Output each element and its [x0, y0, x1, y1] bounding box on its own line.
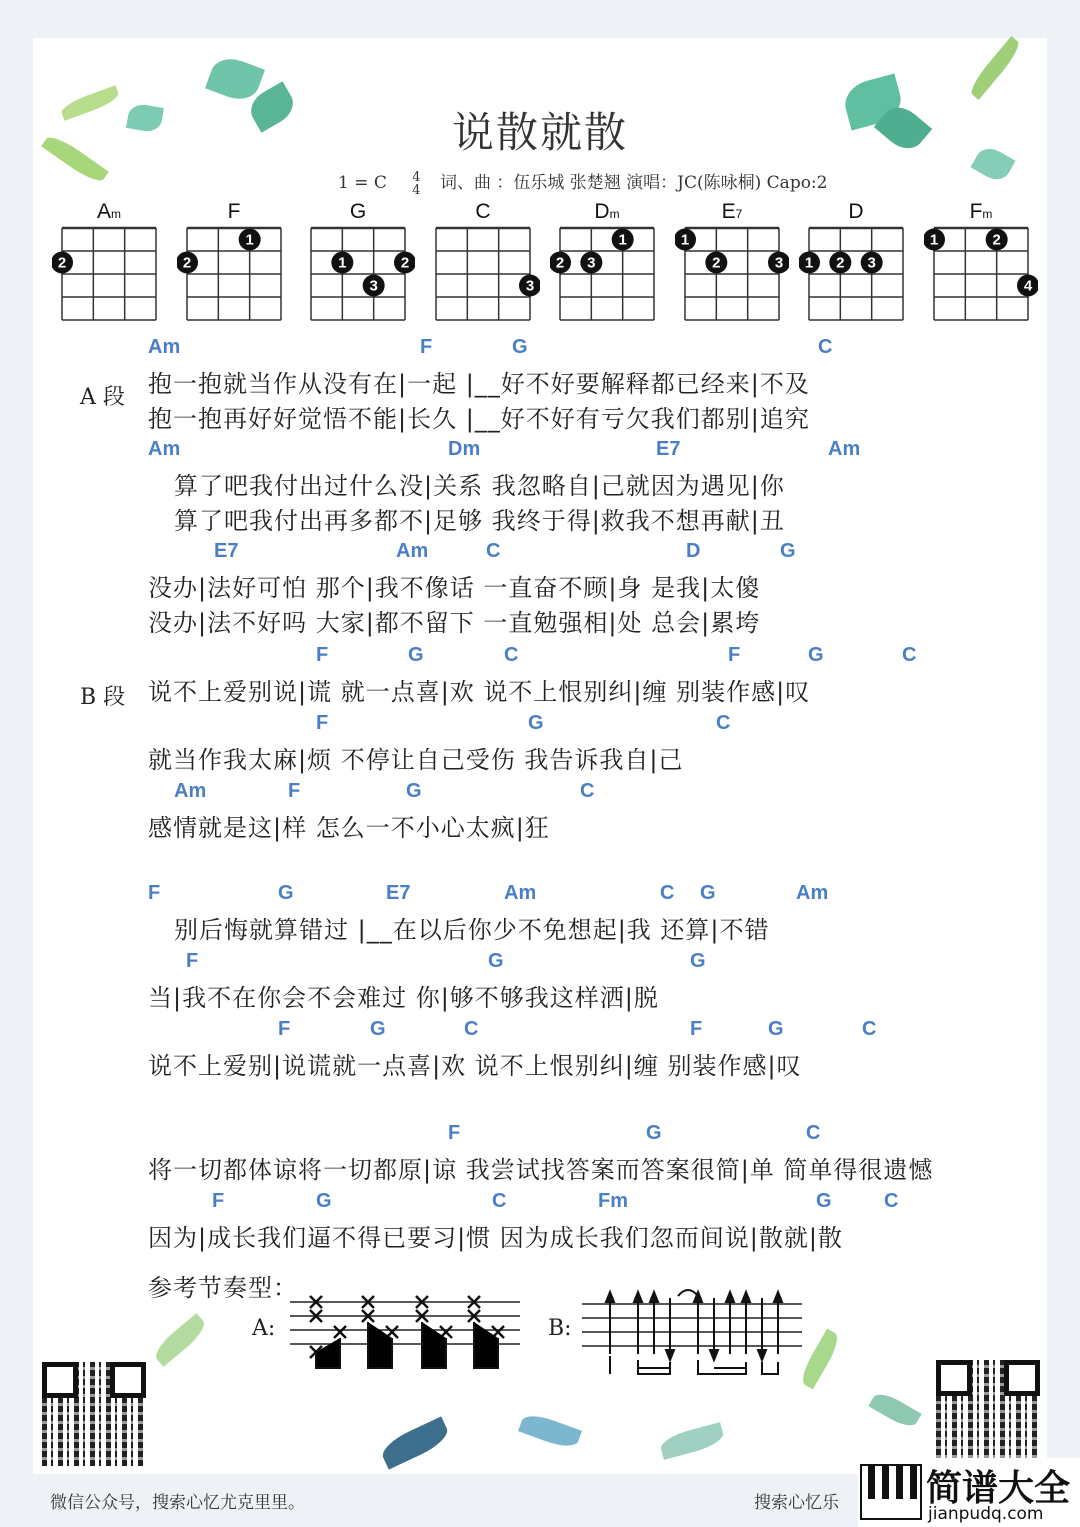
chord-label: F [728, 644, 741, 666]
chord-diagram [799, 226, 913, 326]
chord-label: C [806, 1122, 821, 1144]
piano-keys-icon [860, 1464, 922, 1520]
finger-number: 3 [867, 254, 876, 272]
rhythm-title: 参考节奏型： [148, 1274, 298, 1302]
song-info [338, 168, 827, 197]
chord-label: Am [504, 882, 537, 904]
finger-number: 3 [587, 254, 596, 272]
chord-diagram [52, 226, 166, 326]
chord-label: F [278, 1018, 291, 1040]
rhythm-b-label: B: [548, 1316, 572, 1341]
chord-label: F [148, 882, 161, 904]
rhythm-b-pattern [582, 1282, 812, 1382]
rhythm-a-pattern [290, 1292, 530, 1382]
chord-label: F [448, 1122, 461, 1144]
chord-label: C [862, 1018, 877, 1040]
chord-name: Am [96, 200, 121, 223]
chord-label: F [420, 336, 433, 358]
chord-label: Am [174, 780, 207, 802]
chord-label: G [646, 1122, 662, 1144]
chord-label: G [408, 644, 424, 666]
lyric-line: 算了吧我付出过什么没|关系 我忽略自|己就因为遇见|你 [174, 472, 785, 500]
chord-label: E7 [386, 882, 411, 904]
lyric-line: 抱一抱就当作从没有在|一起 |__好不好要解释都已经来|不及 [148, 370, 810, 398]
footer-right-text: 搜索心忆乐 [754, 1493, 839, 1513]
lyric-line: 抱一抱再好好觉悟不能|长久 |__好不好有亏欠我们都别|追究 [148, 405, 810, 433]
chord-label: E7 [214, 540, 239, 562]
finger-number: 2 [57, 254, 67, 272]
chord-name: E7 [721, 200, 743, 223]
finger-number: 1 [245, 231, 254, 249]
footer-left-text: 微信公众号，搜索心忆尤克里里。 [50, 1493, 305, 1513]
finger-number: 1 [338, 254, 347, 272]
chord-label: G [780, 540, 796, 562]
chord-label: G [816, 1190, 832, 1212]
chord-diagram [924, 226, 1038, 326]
chord-label: G [700, 882, 716, 904]
chord-label: C [818, 336, 833, 358]
lyric-line: 别后悔就算错过 |__在以后你少不免想起|我 还算|不错 [174, 916, 770, 944]
finger-number: 1 [804, 254, 814, 272]
finger-number: 4 [1023, 277, 1033, 295]
chord-label: F [186, 950, 199, 972]
brand-name: 简谱大全 [926, 1468, 1071, 1509]
chord-label: C [504, 644, 519, 666]
chord-name: F [227, 200, 241, 223]
chord-label: G [528, 712, 544, 734]
time-signature: 4 4 [412, 169, 421, 198]
chord-diagram [550, 226, 664, 326]
qr-code-left [42, 1362, 146, 1466]
chord-label: G [406, 780, 422, 802]
finger-number: 2 [836, 254, 845, 272]
lyric-line: 当|我不在你会不会难过 你|够不够我这样洒|脱 [148, 984, 659, 1012]
chord-label: G [808, 644, 824, 666]
section-b-label: B 段 [80, 685, 126, 710]
lyric-line: 说不上爱别|说谎就一点喜|欢 说不上恨别纠|缠 别装作感|叹 [148, 1052, 802, 1080]
chord-diagram [426, 226, 540, 326]
finger-number: 2 [400, 254, 410, 272]
chord-name: C [475, 200, 491, 223]
lyric-line: 说不上爱别说|谎 就一点喜|欢 说不上恨别纠|缠 别装作感|叹 [148, 678, 811, 706]
finger-number: 2 [555, 254, 565, 272]
chord-name: D [848, 200, 864, 223]
chord-label: C [884, 1190, 899, 1212]
lyric-line: 因为|成长我们逼不得已要习|惯 因为成长我们忽而间说|散就|散 [148, 1224, 843, 1252]
chord-label: C [902, 644, 917, 666]
song-title: 说散就散 [451, 108, 628, 157]
finger-number: 3 [369, 277, 378, 295]
chord-label: C [464, 1018, 479, 1040]
finger-number: 3 [525, 277, 535, 295]
lyric-line: 算了吧我付出再多都不|足够 我终于得|救我不想再献|丑 [174, 507, 785, 535]
rhythm-a-label: A: [252, 1316, 276, 1341]
chord-label: Am [148, 336, 181, 358]
chord-label: G [768, 1018, 784, 1040]
chord-diagram [301, 226, 415, 326]
brand-url: jianpudq.com [928, 1504, 1044, 1524]
lyric-line: 就当作我太麻|烦 不停让自己受伤 我告诉我自|己 [148, 746, 684, 774]
chord-label: F [690, 1018, 703, 1040]
chord-label: F [288, 780, 301, 802]
chord-diagram [177, 226, 291, 326]
chord-label: Dm [448, 438, 481, 460]
chord-label: G [488, 950, 504, 972]
chord-name: Dm [594, 200, 620, 223]
chord-label: G [690, 950, 706, 972]
lyric-line: 将一切都体谅将一切都原|谅 我尝试找答案而答案很简|单 简单得很遗憾 [148, 1156, 934, 1184]
finger-number: 1 [929, 231, 939, 249]
chord-label: D [686, 540, 701, 562]
credits: 词、曲 ：伍乐城 张楚翘 演唱：JC(陈咏桐) Capo:2 [439, 173, 828, 193]
chord-label: C [716, 712, 731, 734]
chord-label: F [212, 1190, 225, 1212]
finger-number: 1 [618, 231, 627, 249]
chord-label: E7 [656, 438, 681, 460]
key-signature: 1 = C [338, 173, 387, 193]
chord-label: G [512, 336, 528, 358]
chord-label: Fm [598, 1190, 628, 1212]
chord-label: C [580, 780, 595, 802]
finger-number: 2 [182, 254, 192, 272]
finger-number: 1 [680, 231, 690, 249]
finger-number: 2 [712, 254, 721, 272]
lyric-line: 感情就是这|样 怎么一不小心太疯|狂 [148, 814, 550, 842]
section-a-label: A 段 [80, 385, 125, 410]
chord-label: Am [148, 438, 181, 460]
chord-label: Am [396, 540, 429, 562]
chord-label: F [316, 712, 329, 734]
chord-label: C [660, 882, 675, 904]
lyric-line: 没办|法不好吗 大家|都不留下 一直勉强相|处 总会|累垮 [148, 609, 761, 637]
chord-label: G [316, 1190, 332, 1212]
brand-watermark [858, 1458, 1080, 1527]
chord-label: Am [828, 438, 861, 460]
chord-name: G [349, 200, 367, 223]
chord-label: Am [796, 882, 829, 904]
finger-number: 2 [992, 231, 1001, 249]
qr-code-right [936, 1360, 1040, 1464]
finger-number: 3 [774, 254, 784, 272]
chord-label: C [486, 540, 501, 562]
chord-label: C [492, 1190, 507, 1212]
lyric-line: 没办|法好可怕 那个|我不像话 一直奋不顾|身 是我|太傻 [148, 574, 761, 602]
chord-label: G [278, 882, 294, 904]
chord-name: Fm [969, 200, 993, 223]
chord-diagram [675, 226, 789, 326]
chord-label: G [370, 1018, 386, 1040]
chord-label: F [316, 644, 329, 666]
